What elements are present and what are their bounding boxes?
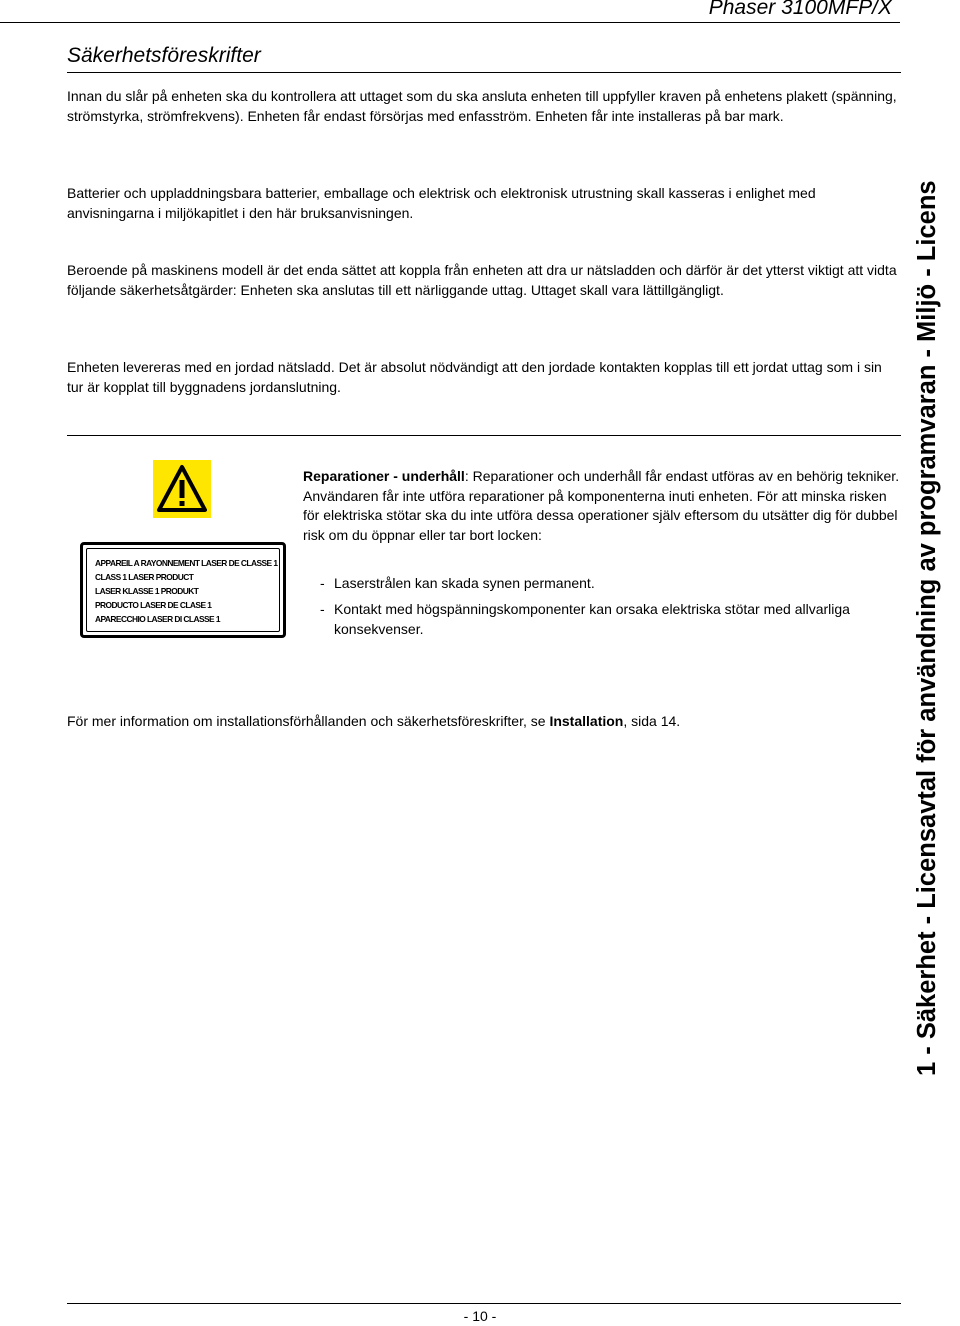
info-reference: [67, 712, 901, 732]
paragraph-battery-disposal: Batterier och uppladdningsbara batterier, emballage och elektrisk och elektronisk utrustning skall kasseras i enlighet med anvisningarna i miljökapitlet i den här bruksanvisningen.: [67, 185, 816, 221]
laser-label-line: PRODUCTO LASER DE CLASE 1: [95, 600, 212, 610]
repair-heading: Reparationer - underhåll: [303, 468, 465, 484]
laser-label-line: APPAREIL A RAYONNEMENT LASER DE CLASSE 1: [95, 558, 278, 568]
content-divider: [67, 435, 901, 436]
laser-label-line: CLASS 1 LASER PRODUCT: [95, 572, 194, 582]
info-prefix: För mer information om installationsförhållanden och säkerhetsföreskrifter, se: [67, 713, 550, 729]
footer-divider: [67, 1303, 901, 1304]
laser-label-line: LASER KLASSE 1 PRODUKT: [95, 586, 199, 596]
paragraph-disconnect: Beroende på maskinens modell är det enda sättet att koppla från enheten att dra ur nätsladden och därför är det ytterst viktigt att vidta följande säkerhetsåtgärder: Enheten ska anslutas till ett närliggande uttag. Uttaget skall vara lättillgängligt.: [67, 262, 897, 298]
document-header-title: Phaser 3100MFP/X: [708, 0, 892, 19]
section-divider: [67, 72, 901, 73]
bullet-high-voltage-text: Kontakt med högspänningskomponenter kan orsaka elektriska stötar med allvarliga konsekvenser.: [334, 601, 850, 637]
laser-class-label: [80, 542, 286, 638]
repair-text: : Reparationer och underhåll får endast utföras av en behörig tekniker. Användaren får inte utföra reparationer på komponenterna inuti enheten. För att minska risken för elektriska stötar ska du inte utföra dessa operationer själv eftersom du utsätter dig för dubbel risk om du öppnar eller tar bort locken:: [303, 468, 900, 543]
repair-maintenance-paragraph: [303, 467, 901, 545]
bullet-laser-text: Laserstrålen kan skada synen permanent.: [334, 575, 595, 591]
info-suffix: , sida 14.: [623, 713, 681, 729]
warning-triangle-icon: [153, 460, 211, 518]
laser-label-line: APARECCHIO LASER DI CLASSE 1: [95, 614, 220, 624]
chapter-side-tab: 1 - Säkerhet - Licensavtal för användning av programvaran - Miljö - Licens: [913, 180, 941, 1076]
list-item: - Laserstrålen kan skada synen permanent.: [320, 574, 880, 594]
paragraph-power-requirements: Innan du slår på enheten ska du kontrollera att uttaget som du ska ansluta enheten till uppfyller kraven på enhetens plakett (spänning, strömstyrka, strömfrekvens). Enheten får endast försörjas med enfasström. Enheten får inte installeras på bar mark.: [67, 88, 897, 124]
paragraph-grounding: Enheten levereras med en jordad nätsladd. Det är absolut nödvändigt att den jordade kontakten kopplas till ett jordat uttag som i sin tur är kopplat till byggnadens jordanslutning.: [67, 359, 882, 395]
page-number: - 10 -: [463, 1308, 497, 1324]
header-divider: [0, 22, 900, 23]
list-item: - Kontakt med högspänningskomponenter kan orsaka elektriska stötar med allvarliga konsekvenser.: [320, 600, 880, 639]
section-title: Säkerhetsföreskrifter: [67, 44, 261, 67]
installation-link[interactable]: Installation: [549, 713, 624, 729]
